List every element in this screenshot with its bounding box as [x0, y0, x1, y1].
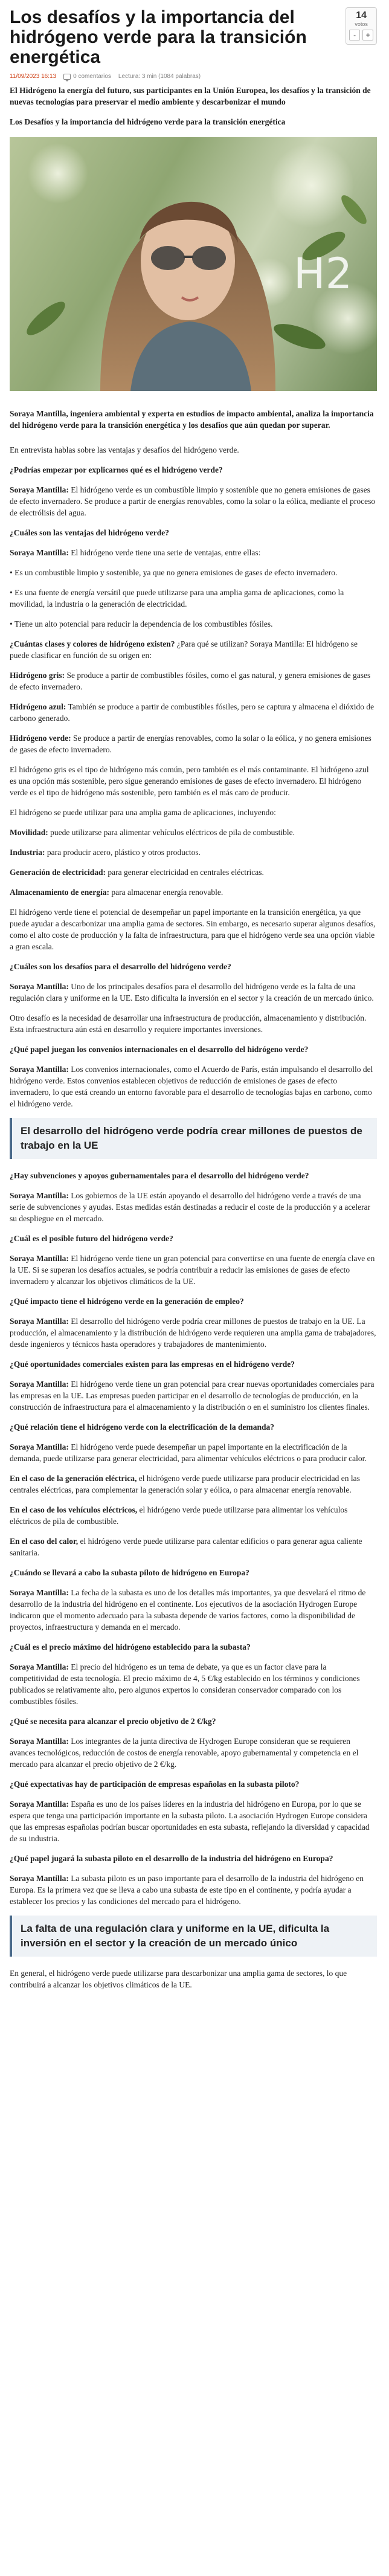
article-header [10, 7, 377, 67]
closing-paragraph: En general, el hidrógeno verde puede utilizarse para descarbonizar una amplia gama de sectores, lo que contribuirá a alcanzar los objetivos climáticos de la UE. [10, 1969, 347, 1989]
answer-7: Soraya Mantilla: El hidrógeno verde tiene un gran potencial para convertirse en una fuente de energía clave en la UE. Si se superan los desafíos actuales, se podría contribuir a reducir las emisiones de gases de efecto invernadero y alcanzar los objetivos climáticos de la UE. [10, 1254, 375, 1286]
publish-date: 11/09/2023 16:13 [10, 73, 57, 80]
question-10: ¿Qué relación tiene el hidrógeno verde con la electrificación de la demanda? [10, 1422, 275, 1432]
question-13: ¿Qué se necesita para alcanzar el precio objetivo de 2 €/kg? [10, 1717, 216, 1726]
question-6: ¿Hay subvenciones y apoyos gubernamentales para el desarrollo del hidrógeno verde? [10, 1171, 309, 1180]
answer-14: Soraya Mantilla: España es uno de los países líderes en la industria del hidrógeno en Europa, por lo que se espera que tenga una participación importante en la subasta piloto. La asociación Hydrogen Europe considera que las empresas españolas podrían buscar oportunidades en esta subasta, reflejando la diversidad y capacidad de su industria. [10, 1800, 370, 1843]
comments-count: 0 comentarios [73, 73, 111, 80]
section-title: El desarrollo del hidrógeno verde podría crear millones de puestos de trabajo en la UE [21, 1125, 362, 1151]
section-heading-jobs [10, 1118, 377, 1159]
comments-link[interactable] [63, 73, 111, 80]
vote-label: votos [355, 21, 368, 27]
vote-count: 14 [356, 10, 367, 21]
list-item: • Es un combustible limpio y sostenible, ya que no genera emisiones de gases de efecto invernadero. [10, 568, 338, 577]
photo-caption: Soraya Mantilla, ingeniera ambiental y experta en estudios de impacto ambiental, analiza la importancia del hidrógeno verde para la transición energética y los desafíos que aún quedan por superar. [10, 409, 374, 430]
infrastructure-paragraph: Otro desafío es la necesidad de desarrollar una infraestructura de producción, almacenamiento y distribución. Esta infraestructura aún está en desarrollo y requiere importantes inversiones. [10, 1013, 367, 1034]
answer-10: Soraya Mantilla: El hidrógeno verde puede desempeñar un papel importante en la electrificación de la demanda, puede utilizarse para generar electricidad, para alimentar vehículos eléctricos o para producir calor. [10, 1442, 367, 1463]
question-3-paragraph: ¿Cuántas clases y colores de hidrógeno existen? ¿Para qué se utilizan? Soraya Mantilla: El hidrógeno se puede clasificar en función de su origen en: [10, 639, 358, 660]
question-2: ¿Cuáles son las ventajas del hidrógeno verde? [10, 528, 170, 537]
question-3: ¿Cuántas clases y colores de hidrógeno existen? [10, 639, 175, 648]
question-8: ¿Qué impacto tiene el hidrógeno verde en la generación de empleo? [10, 1297, 244, 1306]
vote-widget [346, 7, 377, 45]
question-4: ¿Cuáles son los desafíos para el desarrollo del hidrógeno verde? [10, 962, 231, 971]
hydrogen-grey: Hidrógeno gris: Se produce a partir de combustibles fósiles, como el gas natural, y genera emisiones de gases de efecto invernadero. [10, 671, 371, 691]
comment-icon [63, 74, 71, 80]
section-title: La falta de una regulación clara y uniforme en la UE, dificulta la inversión en el sector y la creación de un mercado único [21, 1923, 330, 1949]
reading-time: Lectura: 3 min (1084 palabras) [118, 73, 201, 80]
answer-13: Soraya Mantilla: Los integrantes de la junta directiva de Hydrogen Europe consideran que se requieren avances tecnológicos, reducción de costos de energía renovable, apoyo gubernamental y competencia en el mercado para alcanzar el precio objetivo de 2 €/kg. [10, 1737, 359, 1769]
colors-paragraph: El hidrógeno gris es el tipo de hidrógeno más común, pero también es el más contaminante. El hidrógeno azul es una opción más sostenible, pero sigue generando emisiones de gases de efecto invernadero. El hidrógeno verde es el tipo de hidrógeno más sostenible, pero también es el más caro de producir. [10, 765, 369, 797]
hero-illustration [10, 137, 377, 391]
vote-buttons [346, 30, 376, 40]
intro-paragraph: En entrevista hablas sobre las ventajas y desafíos del hidrógeno verde. [10, 445, 239, 454]
hydrogen-blue: Hidrógeno azul: También se produce a partir de combustibles fósiles, pero se captura y almacena el dióxido de carbono generado. [10, 702, 375, 723]
answer-1: Soraya Mantilla: El hidrógeno verde es un combustible limpio y sostenible que no genera emisiones de gases de efecto invernadero. Se produce a partir de energías renovables, como la solar o la eólica, mediante el proceso de electrólisis del agua. [10, 485, 376, 517]
answer-8: Soraya Mantilla: El desarrollo del hidrógeno verde podría crear millones de puestos de trabajo en la UE. La producción, el almacenamiento y la distribución de hidrógeno verde requieren una amplia gama de trabajadores, desde ingenieros y técnicos hasta operadores y trabajadores de mantenimiento. [10, 1317, 376, 1349]
answer-4: Soraya Mantilla: Uno de los principales desafíos para el desarrollo del hidrógeno verde es la falta de una regulación clara y uniforme en la UE. Esto dificulta la inversión en el sector y la creación de un mercado único. [10, 982, 374, 1002]
question-11: ¿Cuándo se llevará a cabo la subasta piloto de hidrógeno en Europa? [10, 1568, 249, 1577]
question-14: ¿Qué expectativas hay de participación de empresas españolas en la subasta piloto? [10, 1780, 300, 1789]
answer-12: Soraya Mantilla: El precio del hidrógeno es un tema de debate, ya que es un factor clave para la competitividad de esta tecnología. El precio máximo de 4, 5 €/kg establecido en los términos y condiciones publicados se relativamente alto, pero algunos expertos lo consideran conservador comparado con los combustibles fósiles. [10, 1662, 360, 1706]
potential-paragraph: El hidrógeno verde tiene el potencial de desempeñar un papel importante en la transición energética, ya que puede ayudar a descarbonizar una amplia gama de sectores. Sin embargo, es necesario superar algunos desafíos, como el alto coste de producción y la falta de infraestructura, para que el hidrógeno verde sea una opción viable a gran escala. [10, 908, 376, 951]
hero-h2-text: H2 [294, 249, 353, 299]
intro-title: Los Desafíos y la importancia del hidrógeno verde para la transición energética [10, 117, 286, 126]
answer-6: Soraya Mantilla: Los gobiernos de la UE están apoyando el desarrollo del hidrógeno verde a través de una serie de subvenciones y ayudas. Estas medidas están destinadas a reducir el coste de la producción y a acelerar su despliegue en el mercado. [10, 1191, 371, 1223]
question-5: ¿Qué papel juegan los convenios internacionales en el desarrollo del hidrógeno verde? [10, 1045, 309, 1054]
case-heat: En el caso del calor, el hidrógeno verde puede utilizarse para calentar edificios o para generar agua caliente sanitaria. [10, 1537, 362, 1557]
section-heading-regulation [10, 1916, 377, 1957]
answer-speaker: Soraya Mantilla: [10, 485, 69, 494]
case-generation: En el caso de la generación eléctrica, el hidrógeno verde puede utilizarse para producir electricidad en las centrales eléctricas, para complementar la generación solar y eólica, o para almacenar energía renovable. [10, 1474, 360, 1494]
answer-9: Soraya Mantilla: El hidrógeno verde tiene un gran potencial para crear nuevas oportunidades comerciales para las empresas en la UE. Las empresas pueden participar en el desarrollo de tecnologías de producción, en la construcción de infraestructura para el almacenamiento y la distribución o en el suministro los clientes finales. [10, 1380, 375, 1412]
use-electricity: Generación de electricidad: para generar electricidad en centrales eléctricas. [10, 868, 264, 877]
use-mobility: Movilidad: puede utilizarse para alimentar vehículos eléctricos de pila de combustible. [10, 828, 295, 837]
question-1: ¿Podrías empezar por explicarnos qué es el hidrógeno verde? [10, 465, 223, 474]
uses-paragraph: El hidrógeno se puede utilizar para una amplia gama de aplicaciones, incluyendo: [10, 808, 276, 817]
hydrogen-green: Hidrógeno verde: Se produce a partir de energías renovables, como la solar o la eólica, y no genera emisiones de gases de efecto invernadero. [10, 734, 371, 754]
vote-up-button[interactable]: + [362, 30, 373, 40]
vote-down-button[interactable]: - [349, 30, 360, 40]
answer-speaker: Soraya Mantilla: [10, 548, 69, 557]
answer-5: Soraya Mantilla: Los convenios internacionales, como el Acuerdo de París, están impulsando el desarrollo del hidrógeno verde. Estos convenios establecen objetivos de reducción de emisiones de gases de efecto invernadero, lo que está creando un entorno favorable para el desarrollo de tecnologías bajas en carbono, como el hidrógeno verde. [10, 1065, 373, 1108]
answer-11: Soraya Mantilla: La fecha de la subasta es uno de los detalles más importantes, ya que desvelará el ritmo de desarrollo de la industria del hidrógeno en el continente. Los ejecutivos de la asociación Hydrogen Europe indicaron que el momento adecuado para la subasta depende de varios factores, como la disponibilidad de proyectos, infraestructura y demanda en el mercado. [10, 1588, 366, 1632]
answer-2: Soraya Mantilla: El hidrógeno verde tiene una serie de ventajas, entre ellas: [10, 548, 261, 557]
hero-image [10, 137, 377, 391]
list-item: • Tiene un alto potencial para reducir la dependencia de los combustibles fósiles. [10, 619, 273, 628]
list-item: • Es una fuente de energía versátil que puede utilizarse para una amplia gama de aplicaciones, como la movilidad, la industria o la generación de electricidad. [10, 588, 344, 608]
article-meta [10, 73, 377, 80]
question-7: ¿Cuál es el posible futuro del hidrógeno verde? [10, 1234, 173, 1243]
question-9: ¿Qué oportunidades comerciales existen para las empresas en el hidrógeno verde? [10, 1360, 295, 1369]
use-industry: Industria: para producir acero, plástico y otros productos. [10, 848, 201, 857]
case-vehicles: En el caso de los vehículos eléctricos, el hidrógeno verde puede utilizarse para alimentar los vehículos eléctricos de pila de combustible. [10, 1505, 348, 1526]
question-15: ¿Qué papel jugará la subasta piloto en el desarrollo de la industria del hidrógeno en Europa? [10, 1854, 333, 1863]
answer-15: Soraya Mantilla: La subasta piloto es un paso importante para el desarrollo de la industria del hidrógeno en Europa. Es la primera vez que se lleva a cabo una subasta de este tipo en el continente, y podría ayudar a establecer los precios y las condiciones del mercado para el hidrógeno. [10, 1874, 364, 1906]
article-title: Los desafíos y la importancia del hidrógeno verde para la transición energética [10, 7, 307, 67]
use-storage: Almacenamiento de energía: para almacenar energía renovable. [10, 888, 223, 897]
article-lead: El Hidrógeno la energía del futuro, sus participantes en la Unión Europea, los desafíos y la transición de nuevas tecnologías para preservar el medio ambiente y descarbonizar el mundo [10, 86, 371, 106]
question-12: ¿Cuál es el precio máximo del hidrógeno establecido para la subasta? [10, 1642, 251, 1651]
